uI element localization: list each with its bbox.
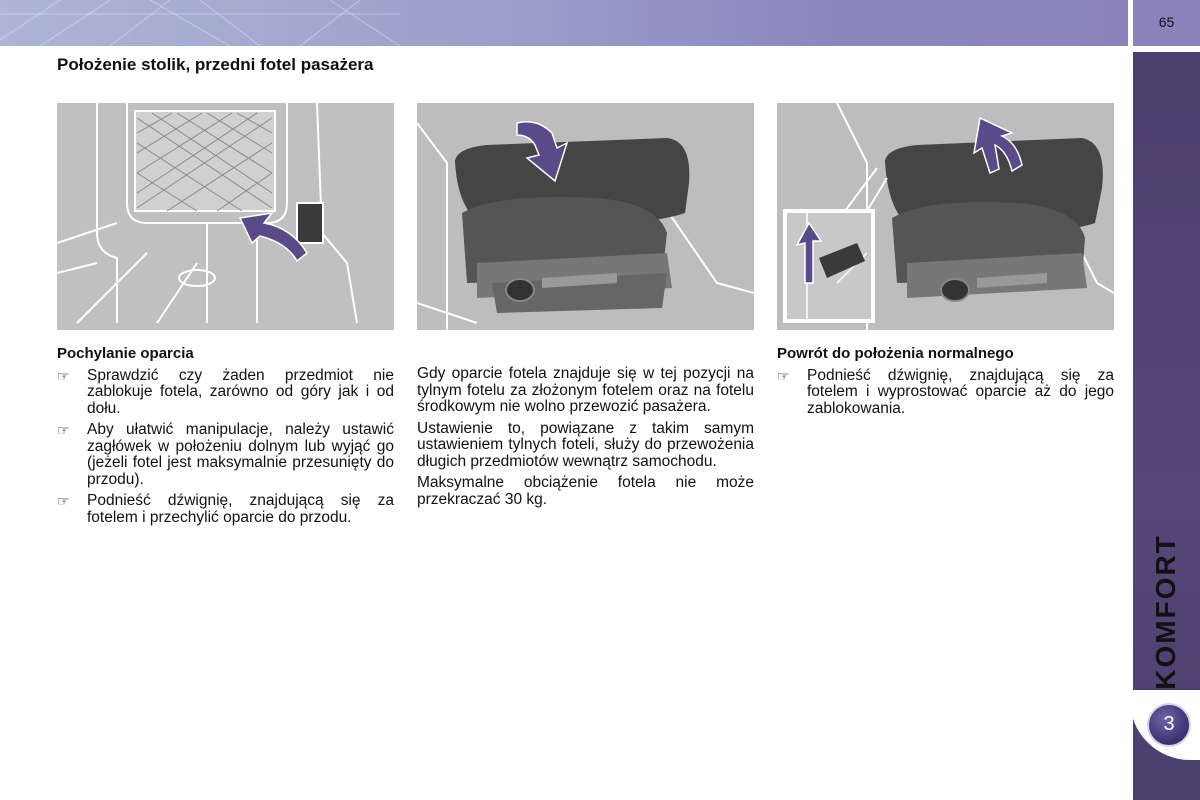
seat-folded-illustration (417, 103, 754, 330)
pointing-hand-icon: ☞ (57, 422, 70, 438)
instruction-list (777, 368, 1114, 418)
seat-lever-illustration (57, 103, 394, 330)
pointing-hand-icon: ☞ (57, 493, 70, 509)
page-number-box (1133, 0, 1200, 46)
chapter-name: KOMFORT (1150, 534, 1181, 690)
header-decoration (0, 0, 1128, 46)
paragraph: Gdy oparcie fotela znajduje się w tej pozycji na tylnym fotelu za złożonym fotelem oraz na fotelu środkowym nie wolno przewozić pasażera. (417, 365, 754, 415)
pointing-hand-icon: ☞ (57, 367, 70, 384)
paragraph: Ustawienie to, powiązane z takim samym ustawieniem tylnych foteli, służy do przewożenia długich przedmiotów wewnątrz samochodu. (417, 419, 754, 470)
section-heading: Pochylanie oparcia (57, 345, 194, 362)
column-folded-info (417, 366, 754, 513)
list-item (777, 368, 1114, 418)
chapter-number: 3 (1163, 713, 1175, 735)
chapter-badge (1147, 703, 1191, 747)
paragraph: Maksymalne obciążenie fotela nie może przekraczać 30 kg. (417, 474, 754, 508)
column-return-normal (777, 346, 1114, 422)
page-title: Położenie stolik, przedni fotel pasażera (57, 55, 374, 74)
section-heading: Powrót do położenia normalnego (777, 345, 1014, 362)
list-item (57, 422, 394, 488)
list-item (57, 368, 394, 418)
list-item (57, 493, 394, 526)
instruction-list (57, 368, 394, 527)
list-item-text: Aby ułatwić manipulacje, należy ustawić zagłówek w położeniu dolnym lub wyjąć go (jeżeli fotel jest maksymalnie przesunięty do przodu). (87, 421, 394, 488)
list-item-text: Podnieść dźwignię, znajdującą się za fotelem i wyprostować oparcie aż do jego zablokowania. (807, 366, 1114, 417)
pointing-hand-icon: ☞ (777, 367, 790, 384)
header-band (0, 0, 1128, 46)
seat-return-illustration (777, 103, 1114, 330)
list-item-text: Podnieść dźwignię, znajdującą się za fotelem i przechylić oparcie do przodu. (87, 492, 394, 526)
column-backrest-tilt (57, 346, 394, 531)
list-item-text: Sprawdzić czy żaden przedmiot nie zablokuje fotela, zarówno od góry jak i od dołu. (87, 366, 394, 417)
page-number: 65 (1158, 14, 1175, 30)
